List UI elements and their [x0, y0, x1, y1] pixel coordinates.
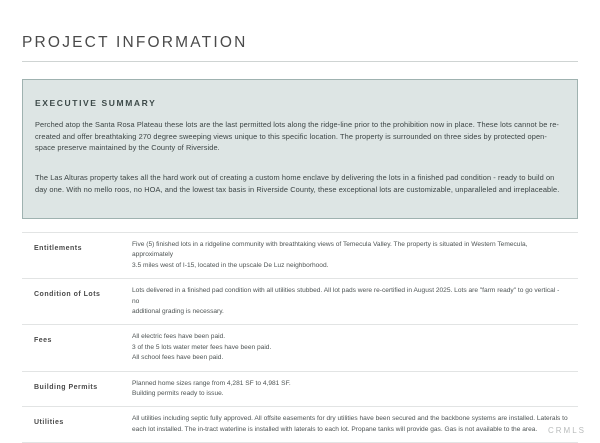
table-row-value-line: Planned home sizes range from 4,281 SF to 4,981 SF.	[132, 379, 291, 387]
table-row	[22, 407, 578, 443]
table-row	[22, 279, 578, 325]
project-details-table	[22, 232, 578, 443]
table-row-value	[132, 414, 578, 435]
table-row-value-line: All utilities including septic fully approved. All offsite easements for dry utilities have been secured and the backbone systems are installed. Laterals to	[132, 415, 568, 423]
table-row-value-line: Five (5) finished lots in a ridgeline community with breathtaking views of Temecula Valley. The property is situated in Western Temecula, approximately	[132, 241, 528, 259]
table-row-value-line: 3 of the 5 lots water meter fees have been paid.	[132, 343, 272, 351]
title-divider	[22, 61, 578, 62]
table-row-value-line: 3.5 miles west of I-15, located in the upscale De Luz neighborhood.	[132, 261, 329, 269]
table-row	[22, 232, 578, 279]
table-row-value-line: Building permits ready to issue.	[132, 390, 224, 398]
table-row-label: Utilities	[34, 419, 64, 427]
executive-summary-paragraph-2: The Las Alturas property takes all the hard work out of creating a custom home enclave by delivering the lots in a finished pad condition - ready to build on day one. With no mello roos, no HOA, and the lowest tax basis in Riverside County, these exceptional lots are customizable, unparalleled and irreplaceable.	[35, 173, 560, 194]
page-title: PROJECT INFORMATION	[22, 34, 248, 51]
table-row-value	[132, 286, 578, 317]
table-row-value-line: Lots delivered in a finished pad condition with all utilities stubbed. All lot pads were re-certified in August 2025. Lots are "farm ready" to go vertical - no	[132, 287, 560, 305]
table-row-value-line: each lot installed. The in-tract waterline is installed with laterals to each lot. Propane tanks will provide gas. Gas is not available to the area.	[132, 425, 538, 433]
table-row-label: Condition of Lots	[34, 291, 101, 299]
watermark: CRMLS	[547, 426, 586, 435]
table-row-value	[132, 379, 578, 400]
table-row-value-line: All school fees have been paid.	[132, 354, 224, 362]
table-row-label: Fees	[34, 337, 52, 345]
table-row	[22, 372, 578, 408]
table-row-value	[132, 332, 578, 363]
table-row-label: Entitlements	[34, 245, 83, 252]
executive-summary-paragraph-1: Perched atop the Santa Rosa Plateau these lots are the last permitted lots along the ridge-line prior to the prohibition now in place. These lots cannot be re-created and offer breathtaking 270 degree sweeping views unique to this specific location. The property is surrounded on three sides by protected open-space preserve maintained by the County of Riverside.	[35, 120, 559, 153]
executive-summary-heading: EXECUTIVE SUMMARY	[35, 98, 157, 108]
table-row-value-line: additional grading is necessary.	[132, 308, 224, 316]
table-row-value-line: All electric fees have been paid.	[132, 333, 226, 341]
table-row-label: Building Permits	[34, 383, 98, 391]
table-row	[22, 325, 578, 371]
executive-summary-panel	[22, 79, 578, 219]
table-row-value	[132, 240, 578, 271]
